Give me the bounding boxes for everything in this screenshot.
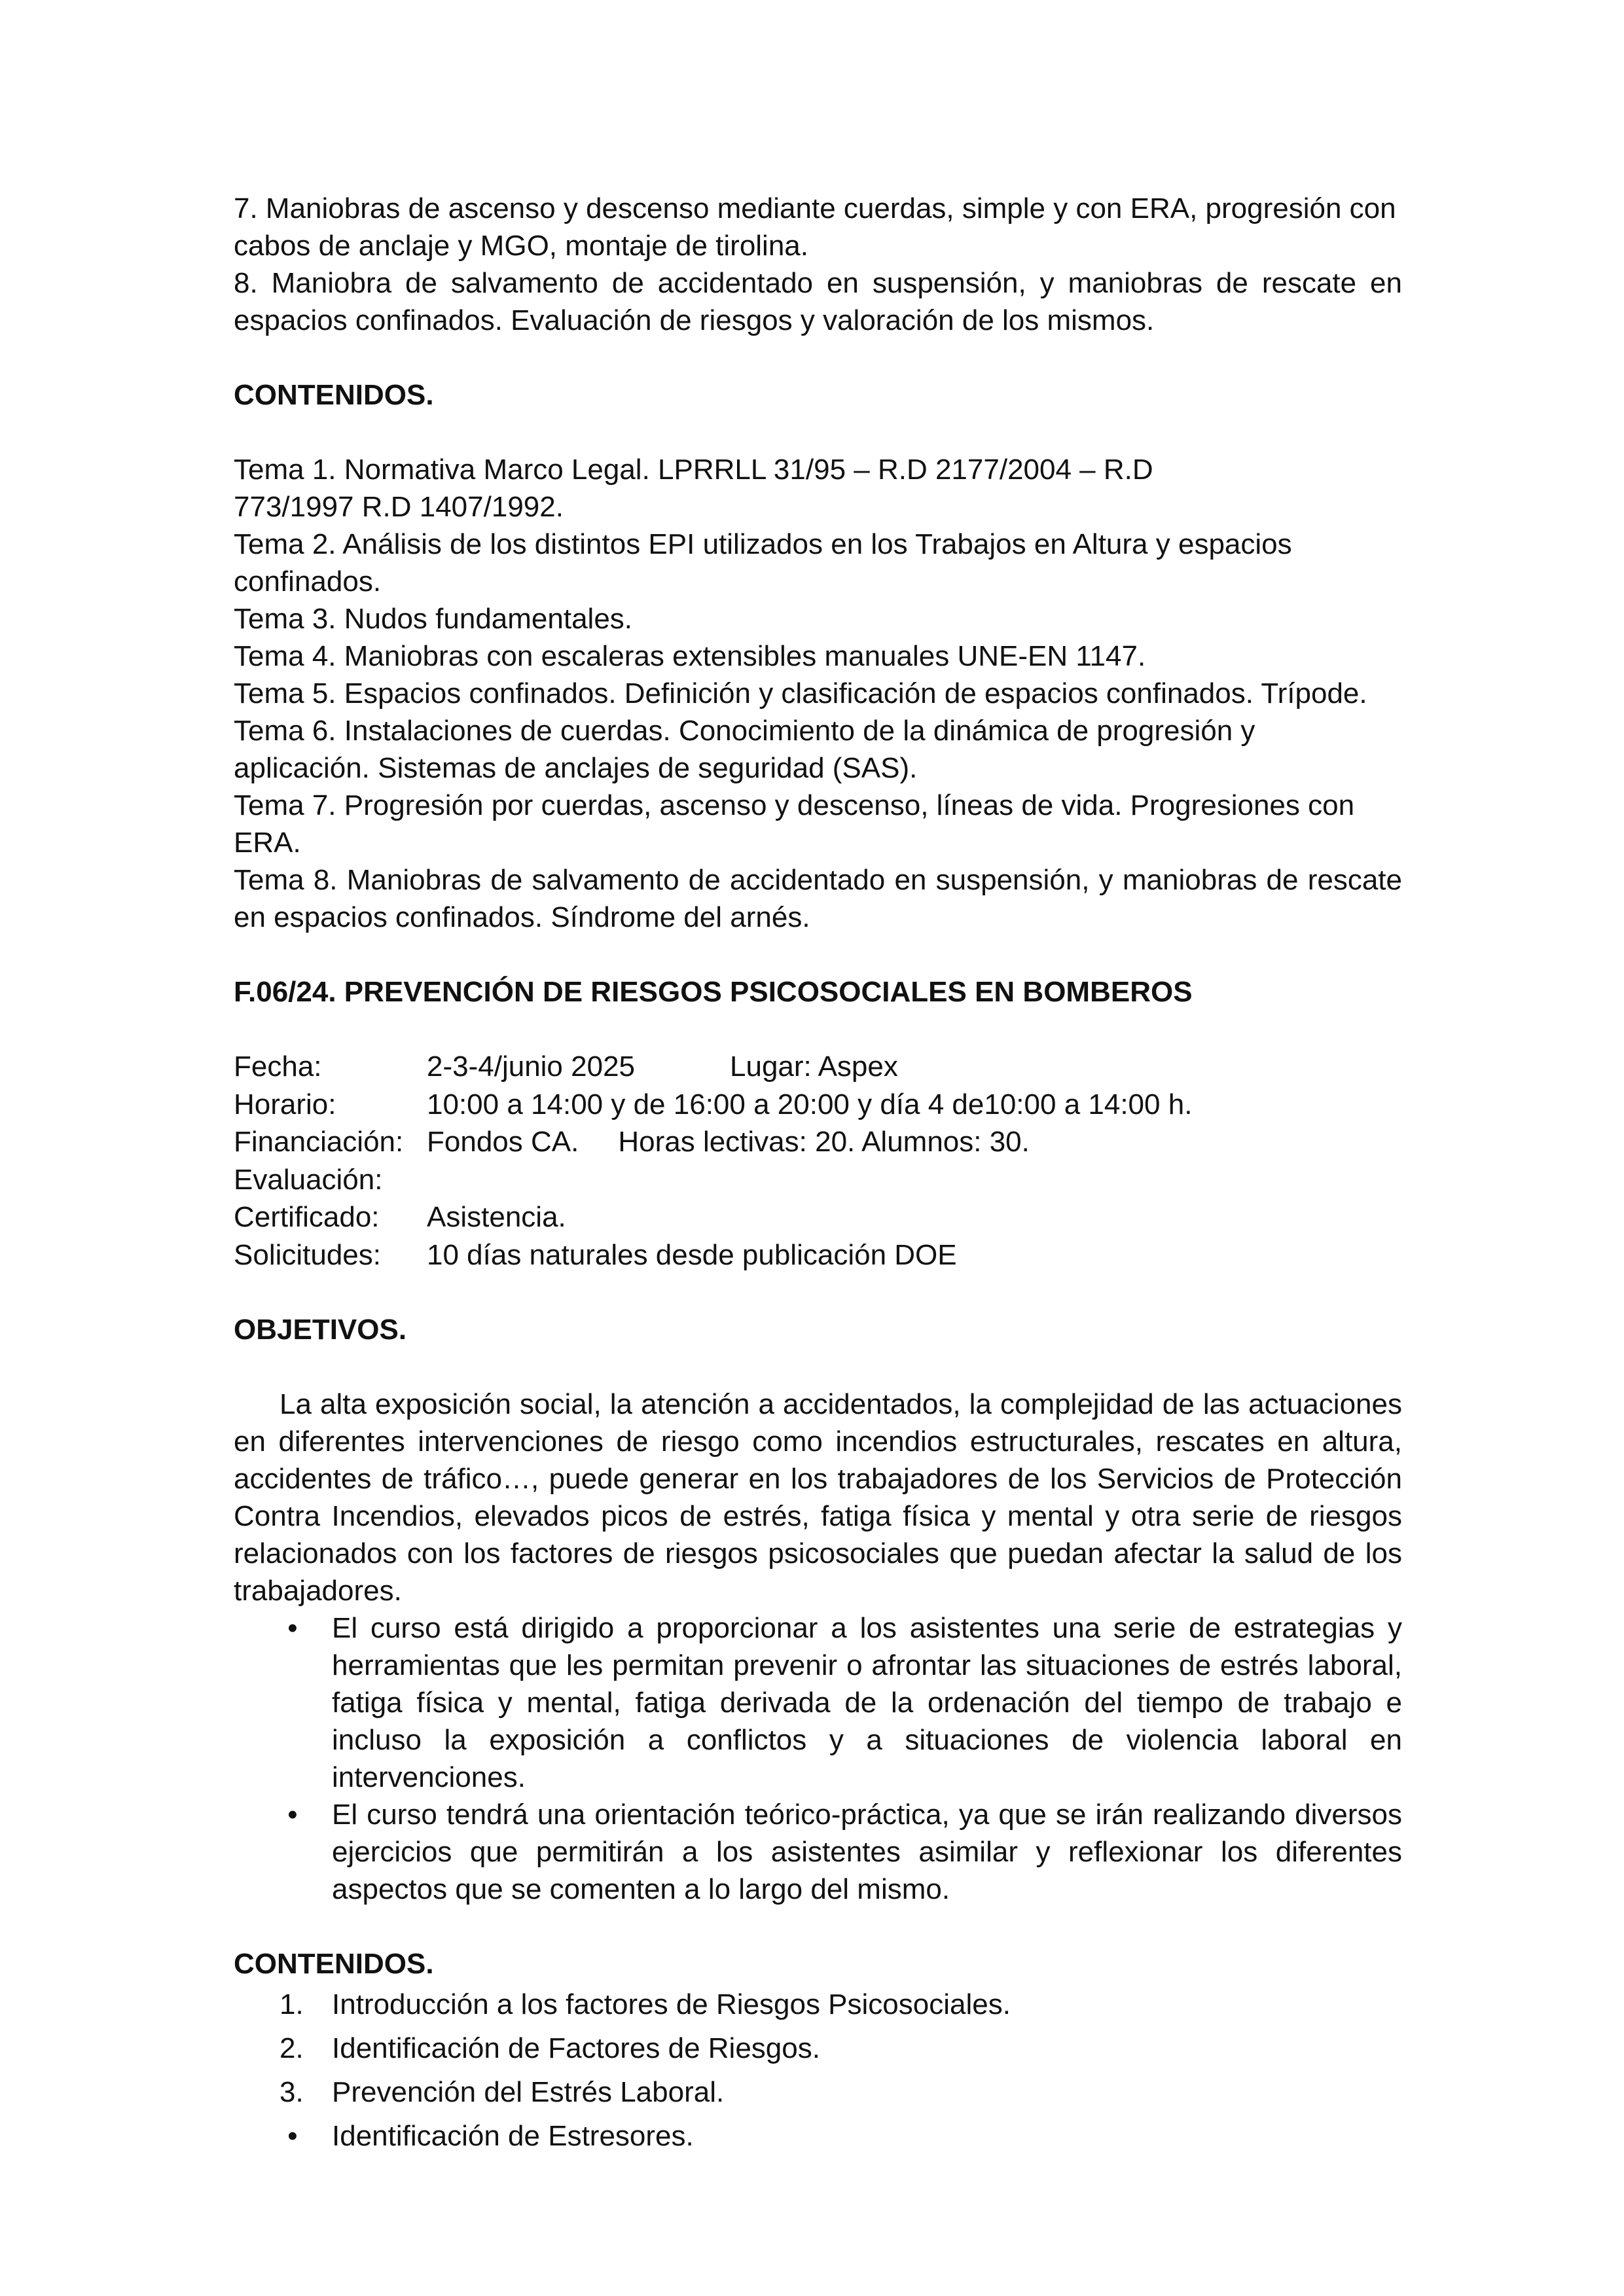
- intro-item-8: 8. Maniobra de salvamento de accidentado en suspensión, y maniobras de rescate en espacios confinados. Evaluación de riesgos y valoración de los mismos.: [234, 267, 1402, 336]
- horario-value: 10:00 a 14:00 y de 16:00 a 20:00 y día 4 de10:00 a 14:00 h.: [427, 1088, 1193, 1121]
- bullet-icon: •: [287, 1612, 298, 1644]
- tema-item: Tema 7. Progresión por cuerdas, ascenso y descenso, líneas de vida. Progresiones con ERA.: [234, 789, 1355, 859]
- list-item: [234, 2026, 1402, 2070]
- tema-item: Tema 5. Espacios confinados. Definición y clasificación de espacios confinados. Trípode.: [234, 677, 1367, 709]
- bullet-icon: •: [287, 2120, 298, 2152]
- fecha-row: [427, 1048, 1402, 1086]
- list-item-text: Identificación de Factores de Riesgos.: [332, 2032, 820, 2064]
- contenidos-numbered-list: [234, 1982, 1402, 2158]
- temas-list: [234, 451, 1402, 936]
- horas-alumnos-value: Horas lectivas: 20. Alumnos: 30.: [618, 1126, 1030, 1158]
- objetivos-paragraph: La alta exposición social, la atención a accidentados, la complejidad de las actuaciones en diferentes intervenciones de riesgo como incendios estructurales, rescates en altura, accidentes de tráfico…, puede generar en los trabajadores de los Servicios de Protección Contra Incendios, elevados picos de estrés, fatiga física y mental y otra serie de riesgos relacionados con los factores de riesgos psicosociales que puedan afectar la salud de los trabajadores.: [234, 1388, 1402, 1607]
- list-item: [234, 1982, 1402, 2026]
- fecha-value: 2-3-4/junio 2025: [427, 1050, 636, 1083]
- course-title: F.06/24. PREVENCIÓN DE RIESGOS PSICOSOCIALES EN BOMBEROS: [234, 976, 1193, 1008]
- tema-item: Tema 3. Nudos fundamentales.: [234, 603, 633, 635]
- tema-item: Tema 8. Maniobras de salvamento de accidentado en suspensión, y maniobras de rescate en espacios confinados. Síndrome del arnés.: [234, 864, 1402, 933]
- certificado-label: Certificado:: [234, 1201, 380, 1233]
- tema-item: Tema 1. Normativa Marco Legal. LPRRLL 31/95 – R.D 2177/2004 – R.D 773/1997 R.D 1407/1992.: [234, 454, 1153, 523]
- financiacion-label: Financiación:: [234, 1126, 404, 1158]
- course-info: [234, 1048, 1402, 1274]
- list-item: [234, 2114, 1402, 2158]
- financiacion-row: [427, 1123, 1402, 1161]
- solicitudes-label: Solicitudes:: [234, 1238, 382, 1271]
- horario-label: Horario:: [234, 1088, 336, 1121]
- tema-item: Tema 2. Análisis de los distintos EPI utilizados en los Trabajos en Altura y espacios confinados.: [234, 528, 1292, 598]
- fecha-label: Fecha:: [234, 1050, 322, 1083]
- bullet-text: El curso está dirigido a proporcionar a los asistentes una serie de estrategias y herramientas que les permitan prevenir o afrontar las situaciones de estrés laboral, fatiga física y mental, fatiga derivada de la ordenación del tiempo de trabajo e incluso la exposición a conflictos y a situaciones de violencia laboral en intervenciones.: [332, 1612, 1402, 1793]
- objetivos-bullet-item: [234, 1796, 1402, 1908]
- objetivos-bullets: [234, 1609, 1402, 1908]
- list-marker: 1.: [280, 1988, 304, 2020]
- list-item: [234, 2070, 1402, 2114]
- list-item-text: Prevención del Estrés Laboral.: [332, 2076, 725, 2108]
- intro-item-7: 7. Maniobras de ascenso y descenso mediante cuerdas, simple y con ERA, progresión con cabos de anclaje y MGO, montaje de tirolina.: [234, 192, 1396, 262]
- list-marker: 2.: [280, 2032, 304, 2064]
- list-item-text: Introducción a los factores de Riesgos Psicosociales.: [332, 1988, 1011, 2020]
- document-page: [234, 190, 1402, 2158]
- bullet-icon: •: [287, 1799, 298, 1831]
- bullet-text: El curso tendrá una orientación teórico-práctica, ya que se irán realizando diversos ejercicios que permitirán a los asistentes asimilar y reflexionar los diferentes aspectos que se comenten a lo largo del mismo.: [332, 1799, 1402, 1905]
- solicitudes-value: 10 días naturales desde publicación DOE: [427, 1238, 957, 1271]
- list-marker: 3.: [280, 2076, 304, 2108]
- contenidos-heading-1: CONTENIDOS.: [234, 379, 434, 411]
- list-item-text: Identificación de Estresores.: [332, 2120, 694, 2152]
- lugar-value: Lugar: Aspex: [730, 1050, 898, 1083]
- certificado-value: Asistencia.: [427, 1201, 566, 1233]
- evaluacion-label: Evaluación:: [234, 1163, 383, 1196]
- tema-item: Tema 4. Maniobras con escaleras extensibles manuales UNE-EN 1147.: [234, 640, 1146, 672]
- contenidos-heading-2: CONTENIDOS.: [234, 1948, 434, 1980]
- objetivos-heading: OBJETIVOS.: [234, 1314, 407, 1346]
- financiacion-value: Fondos CA.: [427, 1126, 579, 1158]
- tema-item: Tema 6. Instalaciones de cuerdas. Conocimiento de la dinámica de progresión y aplicación. Sistemas de anclajes de seguridad (SAS).: [234, 715, 1255, 784]
- evaluacion-value: [427, 1161, 1402, 1199]
- objetivos-bullet-item: [234, 1609, 1402, 1796]
